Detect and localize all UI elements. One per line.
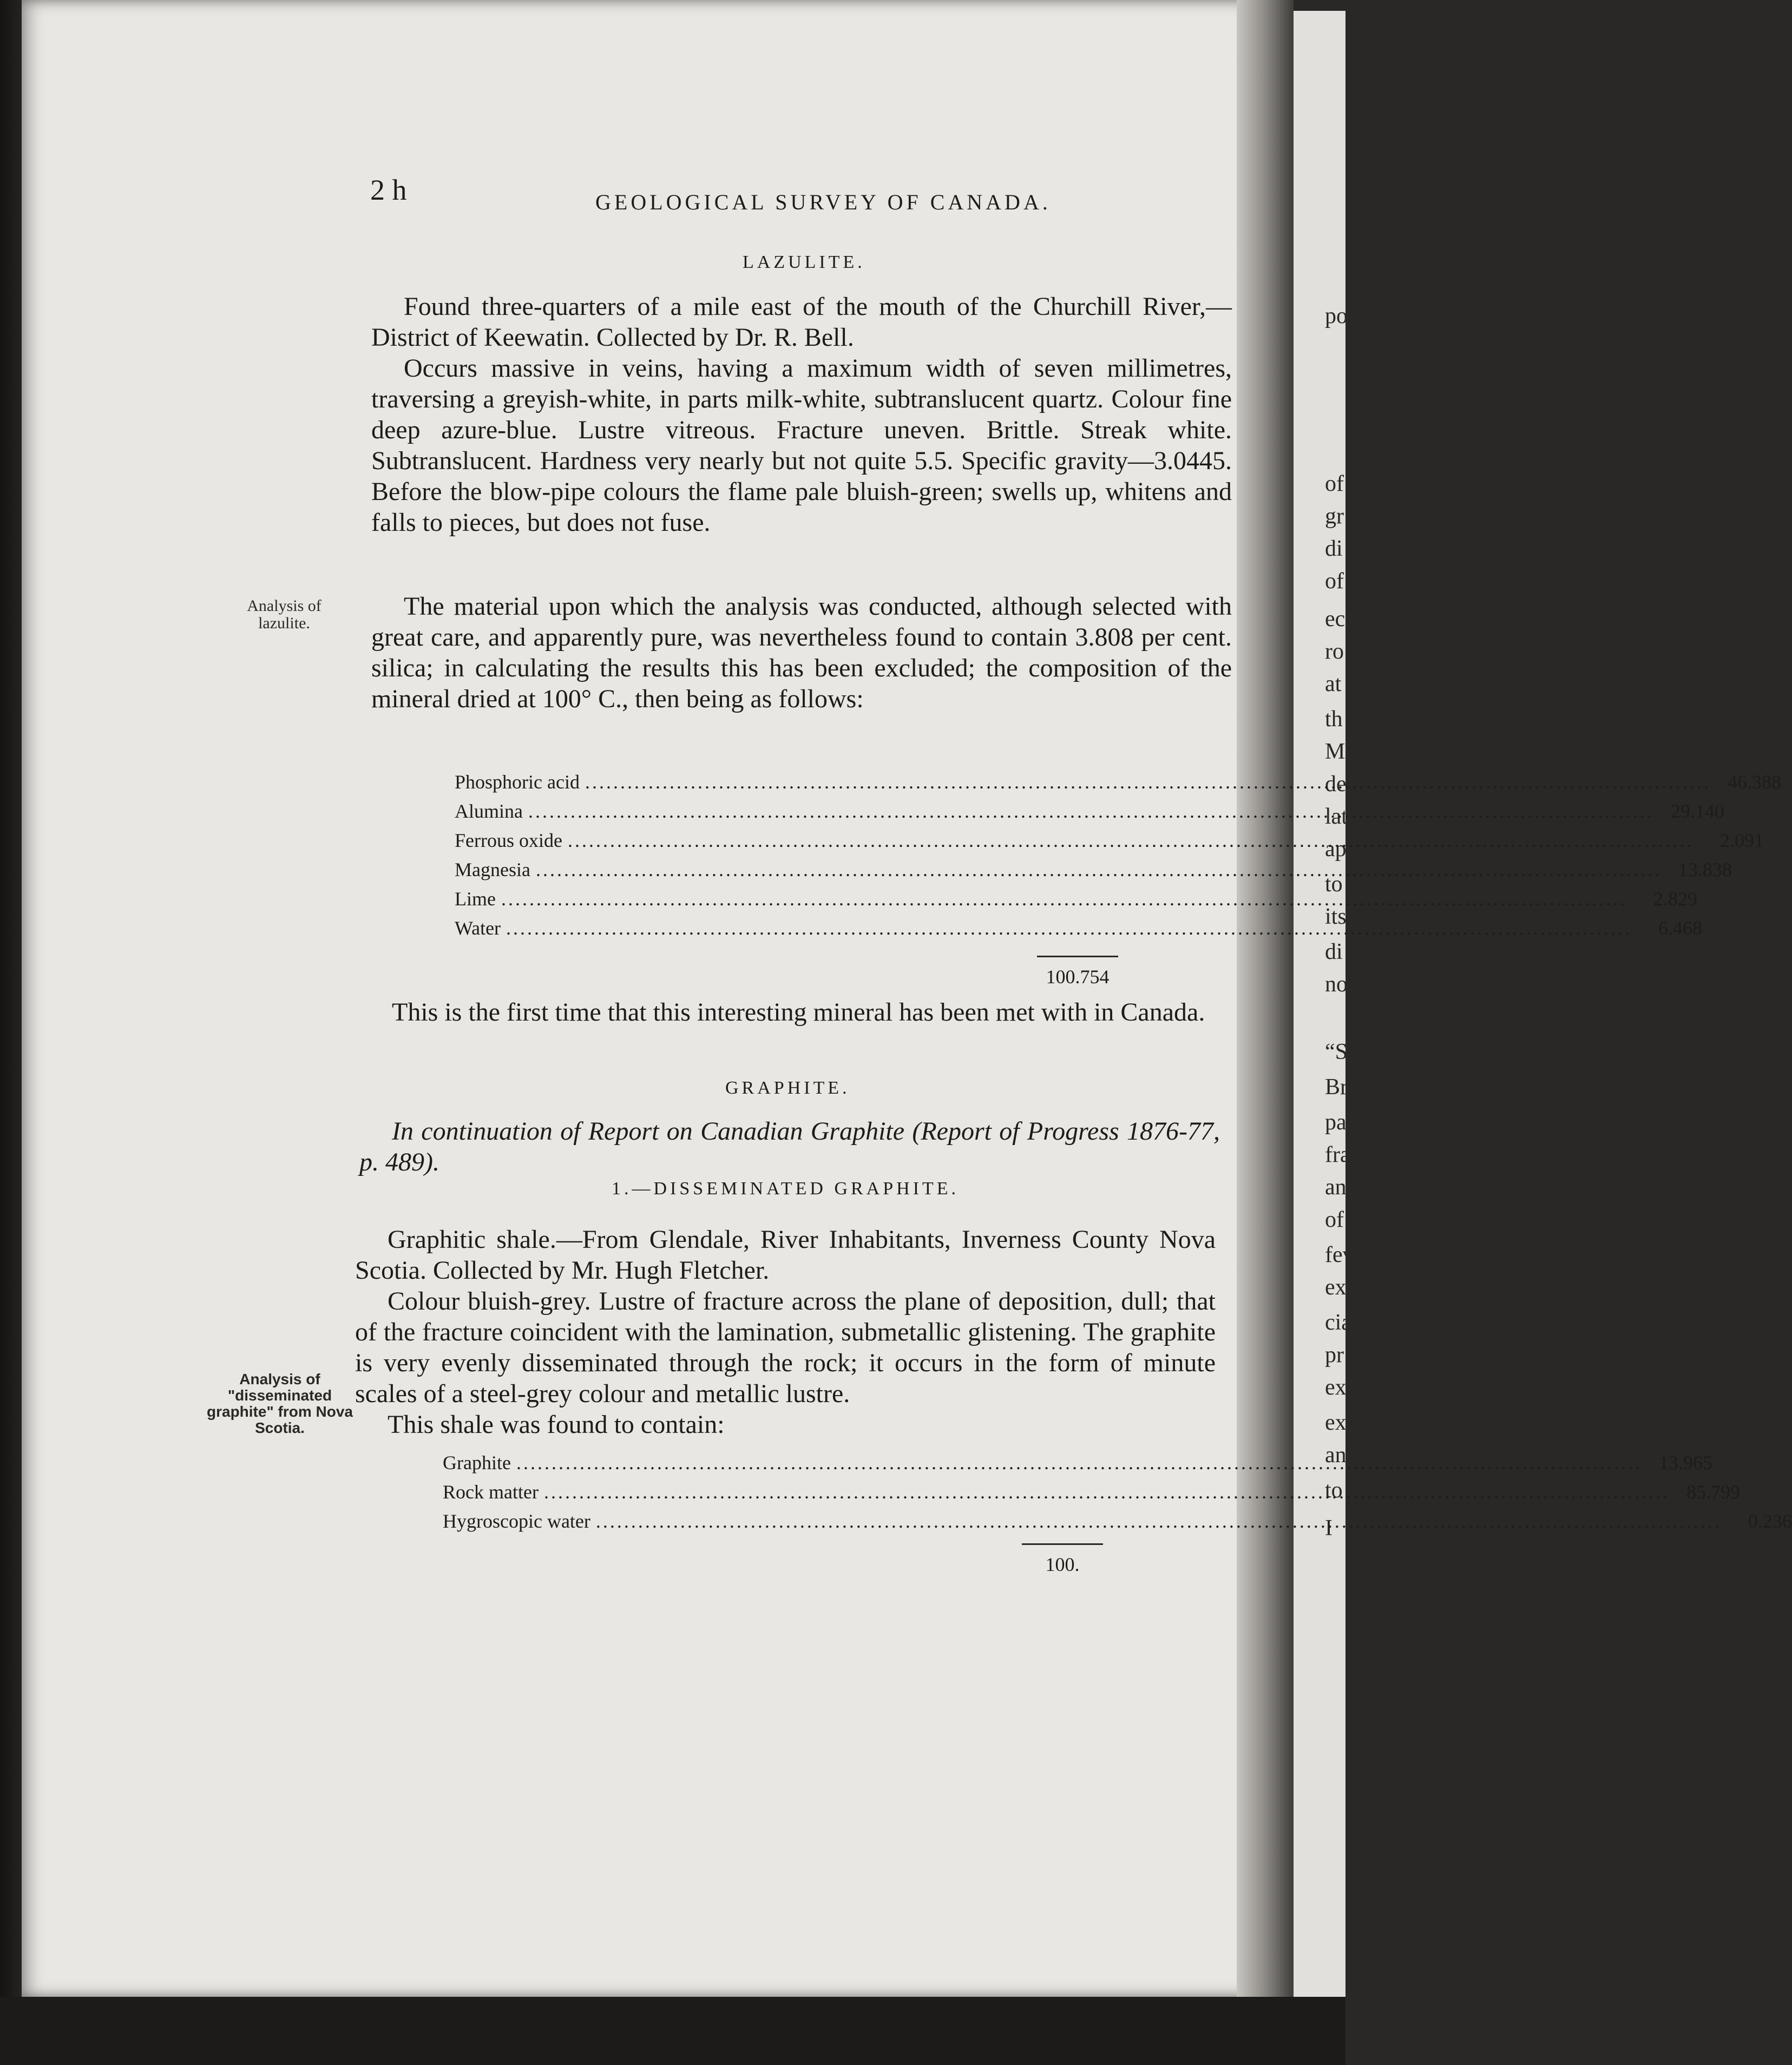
analysis-row bbox=[455, 855, 1732, 884]
graphite-heading: GRAPHITE. bbox=[725, 1078, 850, 1098]
disseminated-graphite-subheading: 1.—DISSEMINATED GRAPHITE. bbox=[612, 1179, 960, 1199]
analysis-row bbox=[443, 1507, 1792, 1536]
adjacent-page-fragment: exl bbox=[1325, 1410, 1353, 1435]
adjacent-page-fragment: ana bbox=[1325, 1443, 1357, 1468]
page-number: 2 h bbox=[370, 174, 407, 206]
component-value: 6.468 bbox=[1658, 917, 1703, 939]
lazulite-locality-paragraph: Found three-quarters of a mile east of the mouth of the Churchill River,—District of Keewatin. Collected by Dr. R. Bell. bbox=[371, 292, 1232, 352]
lazulite-description-paragraph: Occurs massive in veins, having a maximum width of seven millimetres, traversing a greyish-white, in parts milk-white, subtranslucent quartz. Colour fine deep azure-blue. Lustre vitreous. Fracture uneven. Brittle. Streak white. Subtranslucent. Hardness very nearly but not quite 5.5. Specific gravity—3.0445. Before the blow-pipe colours the flame pale bluish-green; swells up, whitens and falls to pieces, but does not fuse. bbox=[371, 354, 1232, 537]
component-name: Water bbox=[455, 917, 501, 939]
adjacent-page bbox=[1294, 11, 1357, 2065]
component-value: 46.388 bbox=[1727, 771, 1781, 793]
lazulite-closing-paragraph: This is the first time that this interesting mineral has been met with in Canada. bbox=[392, 998, 1205, 1027]
total-rule bbox=[1037, 956, 1118, 957]
graphite-description-paragraph: Colour bluish-grey. Lustre of fracture across the plane of deposition, dull; that of the fracture coincident with the lamination, submetallic glistening. The graphite is very evenly disseminated through the rock; it occurs in the form of minute scales of a steel-grey colour and metallic lustre. bbox=[355, 1287, 1216, 1408]
scan-bottom-border bbox=[0, 1997, 1345, 2065]
graphite-locality-paragraph: Graphitic shale.—From Glendale, River Inhabitants, Inverness County Nova Scotia. Collected by Mr. Hugh Fletcher. bbox=[355, 1225, 1216, 1285]
component-value: 2.091 bbox=[1719, 830, 1764, 851]
adjacent-page-fragment: pa bbox=[1325, 1110, 1347, 1135]
adjacent-page-fragment: di bbox=[1325, 536, 1343, 561]
adjacent-page-fragment: of bbox=[1325, 471, 1344, 496]
adjacent-page-fragment: th bbox=[1325, 707, 1343, 732]
component-name: Magnesia bbox=[455, 859, 530, 880]
component-value: 29.140 bbox=[1670, 800, 1724, 822]
adjacent-page-fragment: fra bbox=[1325, 1142, 1350, 1167]
adjacent-page-fragment: pr bbox=[1325, 1343, 1344, 1367]
adjacent-page-fragment: ex bbox=[1325, 1375, 1347, 1400]
adjacent-page-fragment: of bbox=[1325, 569, 1344, 594]
component-value: 85.799 bbox=[1686, 1481, 1740, 1503]
adjacent-page-fragment: of bbox=[1325, 1207, 1344, 1232]
graphite-analysis-intro: This shale was found to contain: bbox=[388, 1410, 725, 1439]
adjacent-page-fragment: ec bbox=[1325, 607, 1345, 632]
adjacent-page-fragment: no bbox=[1325, 972, 1348, 997]
total-rule bbox=[1022, 1543, 1103, 1545]
adjacent-page-fragment: lat bbox=[1325, 804, 1348, 829]
component-value: 2.829 bbox=[1653, 888, 1697, 910]
component-name: Lime bbox=[455, 888, 496, 910]
graphite-intro-paragraph: In continuation of Report on Canadian Graphite (Report of Progress 1876-77, p. 489). bbox=[359, 1117, 1220, 1176]
component-name: Rock matter bbox=[443, 1481, 539, 1503]
adjacent-page-fragment: gr bbox=[1325, 504, 1344, 529]
component-name: Graphite bbox=[443, 1452, 511, 1474]
adjacent-page-fragment: an bbox=[1325, 1175, 1347, 1200]
adjacent-page-fragment: “S bbox=[1325, 1040, 1348, 1064]
lazulite-analysis-paragraph: The material upon which the analysis was conducted, although selected with great care, and apparently pure, was nevertheless found to contain 3.808 per cent. silica; in calculating the results this has been excluded; the composition of the mineral dried at 100° C., then being as follows: bbox=[371, 592, 1232, 713]
adjacent-page-fragment: fev bbox=[1325, 1242, 1354, 1267]
adjacent-page-fragment: Br bbox=[1325, 1075, 1348, 1100]
lazulite-total: 100.754 bbox=[1046, 966, 1110, 988]
margin-note-analysis-lazulite: Analysis of lazulite. bbox=[247, 597, 321, 632]
adjacent-page-fragment: de bbox=[1325, 772, 1347, 797]
page-gutter-shadow bbox=[1237, 0, 1294, 1997]
component-value: 0.236 bbox=[1748, 1510, 1792, 1532]
lazulite-heading: LAZULITE. bbox=[743, 252, 865, 272]
adjacent-page-fragment: at bbox=[1325, 672, 1342, 696]
adjacent-page-fragment: Mi bbox=[1325, 739, 1352, 764]
adjacent-page-fragment: ro bbox=[1325, 639, 1344, 664]
component-value: 13.965 bbox=[1658, 1452, 1712, 1474]
component-name: Ferrous oxide bbox=[455, 830, 562, 851]
adjacent-page-fragment: I bbox=[1325, 1516, 1332, 1541]
adjacent-page-fragment: di bbox=[1325, 939, 1343, 964]
component-name: Alumina bbox=[455, 800, 523, 822]
margin-note-analysis-graphite: Analysis of "disseminated graphite" from Nova Scotia. bbox=[207, 1371, 353, 1436]
adjacent-page-fragment: ext bbox=[1325, 1275, 1353, 1300]
graphite-total: 100. bbox=[1045, 1554, 1080, 1575]
adjacent-page-fragment: to bbox=[1325, 1478, 1343, 1503]
adjacent-page-fragment: cia bbox=[1325, 1310, 1351, 1335]
adjacent-page-fragment: po bbox=[1325, 304, 1348, 328]
component-name: Phosphoric acid bbox=[455, 771, 580, 793]
adjacent-page-fragment: its bbox=[1325, 904, 1347, 929]
component-value: 13.838 bbox=[1678, 859, 1732, 880]
adjacent-page-fragment: to bbox=[1325, 872, 1343, 897]
adjacent-page-fragment: ap bbox=[1325, 837, 1347, 861]
component-name: Hygroscopic water bbox=[443, 1510, 590, 1532]
running-title: GEOLOGICAL SURVEY OF CANADA. bbox=[595, 190, 1051, 214]
